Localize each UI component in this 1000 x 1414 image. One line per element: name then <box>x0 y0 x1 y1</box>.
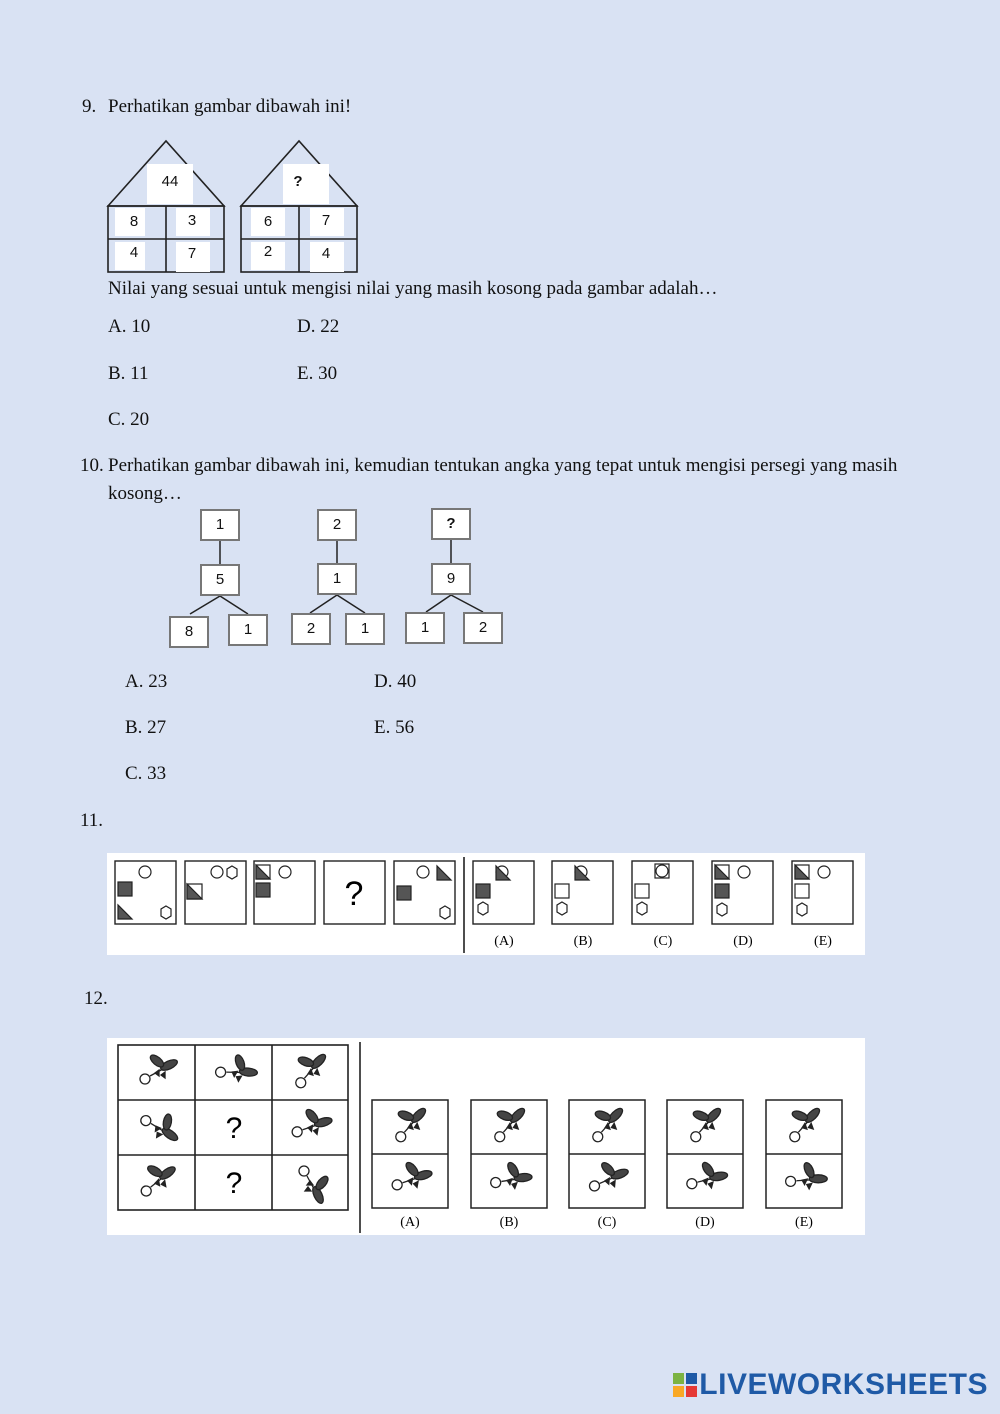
q10-option-b[interactable]: B. 27 <box>125 717 167 738</box>
q12-caption-d[interactable]: (D) <box>695 1215 715 1230</box>
q12-number: 12. <box>84 988 108 1009</box>
q9-option-e[interactable]: E. 30 <box>297 363 338 384</box>
q11-figure-panel <box>107 853 865 955</box>
tree2-left: 2 <box>291 613 331 645</box>
liveworksheets-logo[interactable] <box>673 1368 988 1402</box>
q11-caption-b[interactable]: (B) <box>573 934 593 949</box>
q9-number: 9. <box>82 96 97 117</box>
tree2-mid: 1 <box>317 563 357 595</box>
q12-caption-a[interactable]: (A) <box>400 1215 420 1230</box>
q11-number: 11. <box>80 810 104 831</box>
house1-cell: 3 <box>187 212 197 229</box>
q9-question: Nilai yang sesuai untuk mengisi nilai yang masih kosong pada gambar adalah… <box>108 278 718 299</box>
q12-caption-c[interactable]: (C) <box>597 1215 617 1230</box>
q10-option-e[interactable]: E. 56 <box>374 717 415 738</box>
house2-cell: 4 <box>321 245 331 262</box>
q12-figure-panel <box>107 1038 865 1235</box>
house2-cell: 2 <box>263 243 273 260</box>
q9-option-c[interactable]: C. 20 <box>108 409 150 430</box>
tree3-right: 2 <box>463 612 503 644</box>
tree3-left: 1 <box>405 612 445 644</box>
q11-figure <box>107 853 865 955</box>
q12-question-mark-1: ? <box>225 1112 243 1145</box>
q9-option-b[interactable]: B. 11 <box>108 363 149 384</box>
house2-cell: 7 <box>321 212 331 229</box>
tree3-top: ? <box>431 508 471 540</box>
q11-caption-a[interactable]: (A) <box>494 934 514 949</box>
q10-number: 10. <box>80 455 104 476</box>
q12-figure <box>107 1038 865 1235</box>
q10-option-c[interactable]: C. 33 <box>125 763 167 784</box>
q10-prompt-line2: kosong… <box>108 483 182 504</box>
liveworksheets-logo-icon <box>673 1373 697 1397</box>
house1-cell: 8 <box>129 213 139 230</box>
house1-cell: 4 <box>129 244 139 261</box>
tree2-right: 1 <box>345 613 385 645</box>
house1-cell: 7 <box>187 245 197 262</box>
tree1-top: 1 <box>200 509 240 541</box>
q10-prompt-line1: Perhatikan gambar dibawah ini, kemudian tentukan angka yang tepat untuk mengisi persegi yang masih <box>108 455 898 476</box>
tree3-mid: 9 <box>431 563 471 595</box>
q12-caption-b[interactable]: (B) <box>499 1215 519 1230</box>
q12-caption-e[interactable]: (E) <box>795 1215 813 1230</box>
q9-prompt: Perhatikan gambar dibawah ini! <box>108 96 352 117</box>
house2-roof-value: ? <box>293 173 303 190</box>
tree1-left: 8 <box>169 616 209 648</box>
q9-option-d[interactable]: D. 22 <box>297 316 340 337</box>
q11-question-mark: ? <box>344 875 364 913</box>
q12-question-mark-2: ? <box>225 1167 243 1200</box>
q9-option-a[interactable]: A. 10 <box>108 316 151 337</box>
house2-cell: 6 <box>263 213 273 230</box>
tree1-right: 1 <box>228 614 268 646</box>
q11-caption-e[interactable]: (E) <box>814 934 832 949</box>
q10-option-d[interactable]: D. 40 <box>374 671 417 692</box>
tree1-mid: 5 <box>200 564 240 596</box>
q11-caption-c[interactable]: (C) <box>653 934 673 949</box>
house1-roof-value: 44 <box>161 173 179 190</box>
q10-option-a[interactable]: A. 23 <box>125 671 168 692</box>
liveworksheets-logo-text: LIVEWORKSHEETS <box>699 1368 988 1401</box>
q11-caption-d[interactable]: (D) <box>733 934 753 949</box>
tree2-top: 2 <box>317 509 357 541</box>
